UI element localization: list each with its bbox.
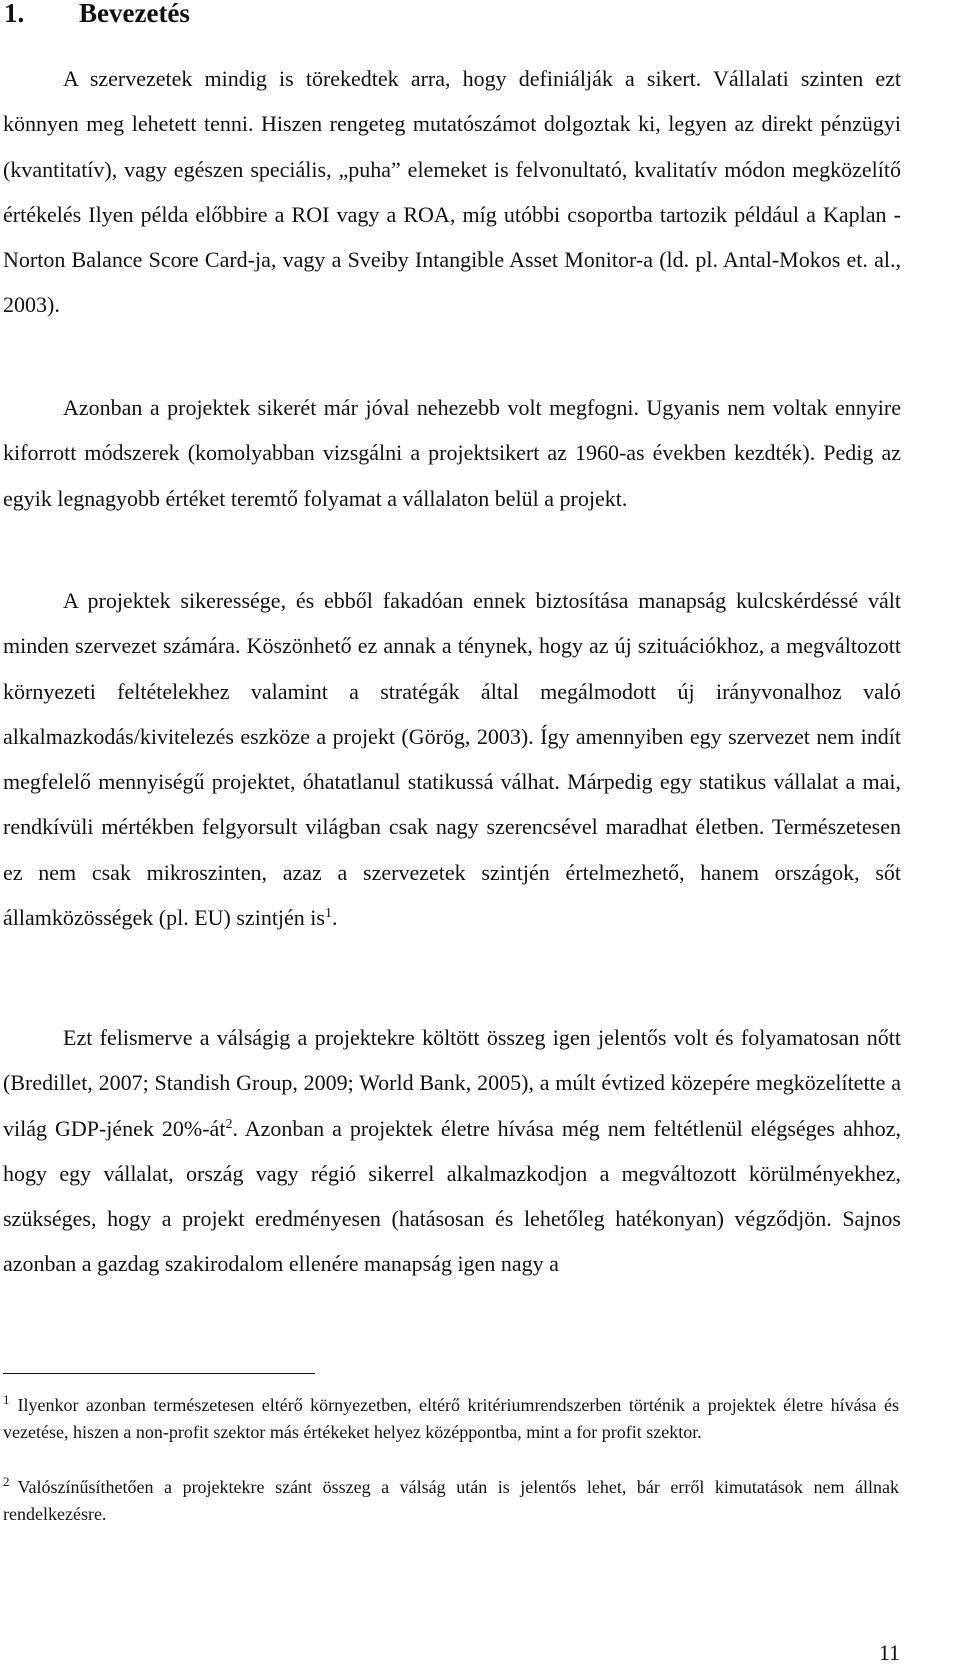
footnote-1-text: Ilyenkor azonban természetesen eltérő környezetben, eltérő kritériumrendszerben történik a projektek életre hívása és vezetése, hiszen a non-profit szektor más értékeket helyez középpontba, mint a for profit szektor. <box>3 1395 899 1442</box>
page-number: 11 <box>878 1640 900 1665</box>
footnote-1 <box>3 1392 899 1445</box>
paragraph-1-text: A szervezetek mindig is törekedtek arra, hogy definiálják a sikert. Vállalati szinten ezt könnyen meg lehetett tenni. Hiszen rengeteg mutatószámot dolgoztak ki, legyen az direkt pénzügyi (kvantitatív), vagy egészen speciális, „puha” elemeket is felvonultató, kvalitatív módon megközelítő értékelés Ilyen példa előbbire a ROI vagy a ROA, míg utóbbi csoportba tartozik például a Kaplan - Norton Balance Score Card-ja, vagy a Sveiby Intangible Asset Monitor-a (ld. pl. Antal-Mokos et. al., 2003). <box>3 66 901 318</box>
paragraph-3 <box>3 578 901 940</box>
footnote-separator <box>3 1373 315 1374</box>
paragraph-4-tail: . Azonban a projektek életre hívása még nem feltétlenül elégséges ahhoz, hogy egy vállalat, ország vagy régió sikerrel alkalmazkodjon a megváltozott körülményekhez, szükséges, hogy a projekt eredményesen (hatásosan és lehetőleg hatékonyan) végződjön. Sajnos azonban a gazdag szakirodalom ellenére manapság igen nagy a <box>3 1115 901 1277</box>
section-heading <box>4 0 190 30</box>
section-number: 1. <box>4 0 25 28</box>
footnote-2-text: Valószínűsíthetően a projektekre szánt összeg a válság után is jelentős lehet, bár erről kimutatások nem állnak rendelkezésre. <box>3 1477 899 1524</box>
section-title: Bevezetés <box>79 0 190 28</box>
footnote-ref-1[interactable]: 1 <box>324 906 332 922</box>
footnote-2 <box>3 1474 899 1527</box>
footnote-ref-2[interactable]: 2 <box>225 1116 233 1132</box>
paragraph-4 <box>3 1015 901 1287</box>
paragraph-1 <box>3 56 901 328</box>
footnote-1-mark: 1 <box>3 1392 10 1407</box>
paragraph-3-text: A projektek sikeressége, és ebből fakadóan ennek biztosítása manapság kulcskérdéssé vált minden szervezet számára. Köszönhető ez annak a ténynek, hogy az új szituációkhoz, a megváltozott környezeti feltételekhez valamint a stratégák által megálmodott új irányvonalhoz való alkalmazkodás/kivitelezés eszköze a projekt (Görög, 2003). Így amennyiben egy szervezet nem indít megfelelő mennyiségű projektet, óhatatlanul statikussá válhat. Márpedig egy statikus vállalat a mai, rendkívüli mértékben felgyorsult világban csak nagy szerencsével maradhat életben. Természetesen ez nem csak mikroszinten, azaz a szervezetek szintjén értelmezhető, hanem országok, sőt államközösségek (pl. EU) szintjén is <box>3 588 901 931</box>
footnote-2-mark: 2 <box>3 1474 10 1489</box>
paragraph-3-tail: . <box>331 905 338 931</box>
paragraph-2-text: Azonban a projektek sikerét már jóval nehezebb volt megfogni. Ugyanis nem voltak ennyire kiforrott módszerek (komolyabban vizsgálni a projektsikert az 1960-as években kezdték). Pedig az egyik legnagyobb értéket teremtő folyamat a vállalaton belül a projekt. <box>3 395 901 511</box>
paragraph-2 <box>3 385 901 521</box>
paragraph-4-text: Ezt felismerve a válságig a projektekre költött összeg igen jelentős volt és folyamatosan nőtt (Bredillet, 2007; Standish Group, 2009; World Bank, 2005), a múlt évtized közepére megközelítette a világ GDP-jének 20%-át <box>3 1025 901 1141</box>
